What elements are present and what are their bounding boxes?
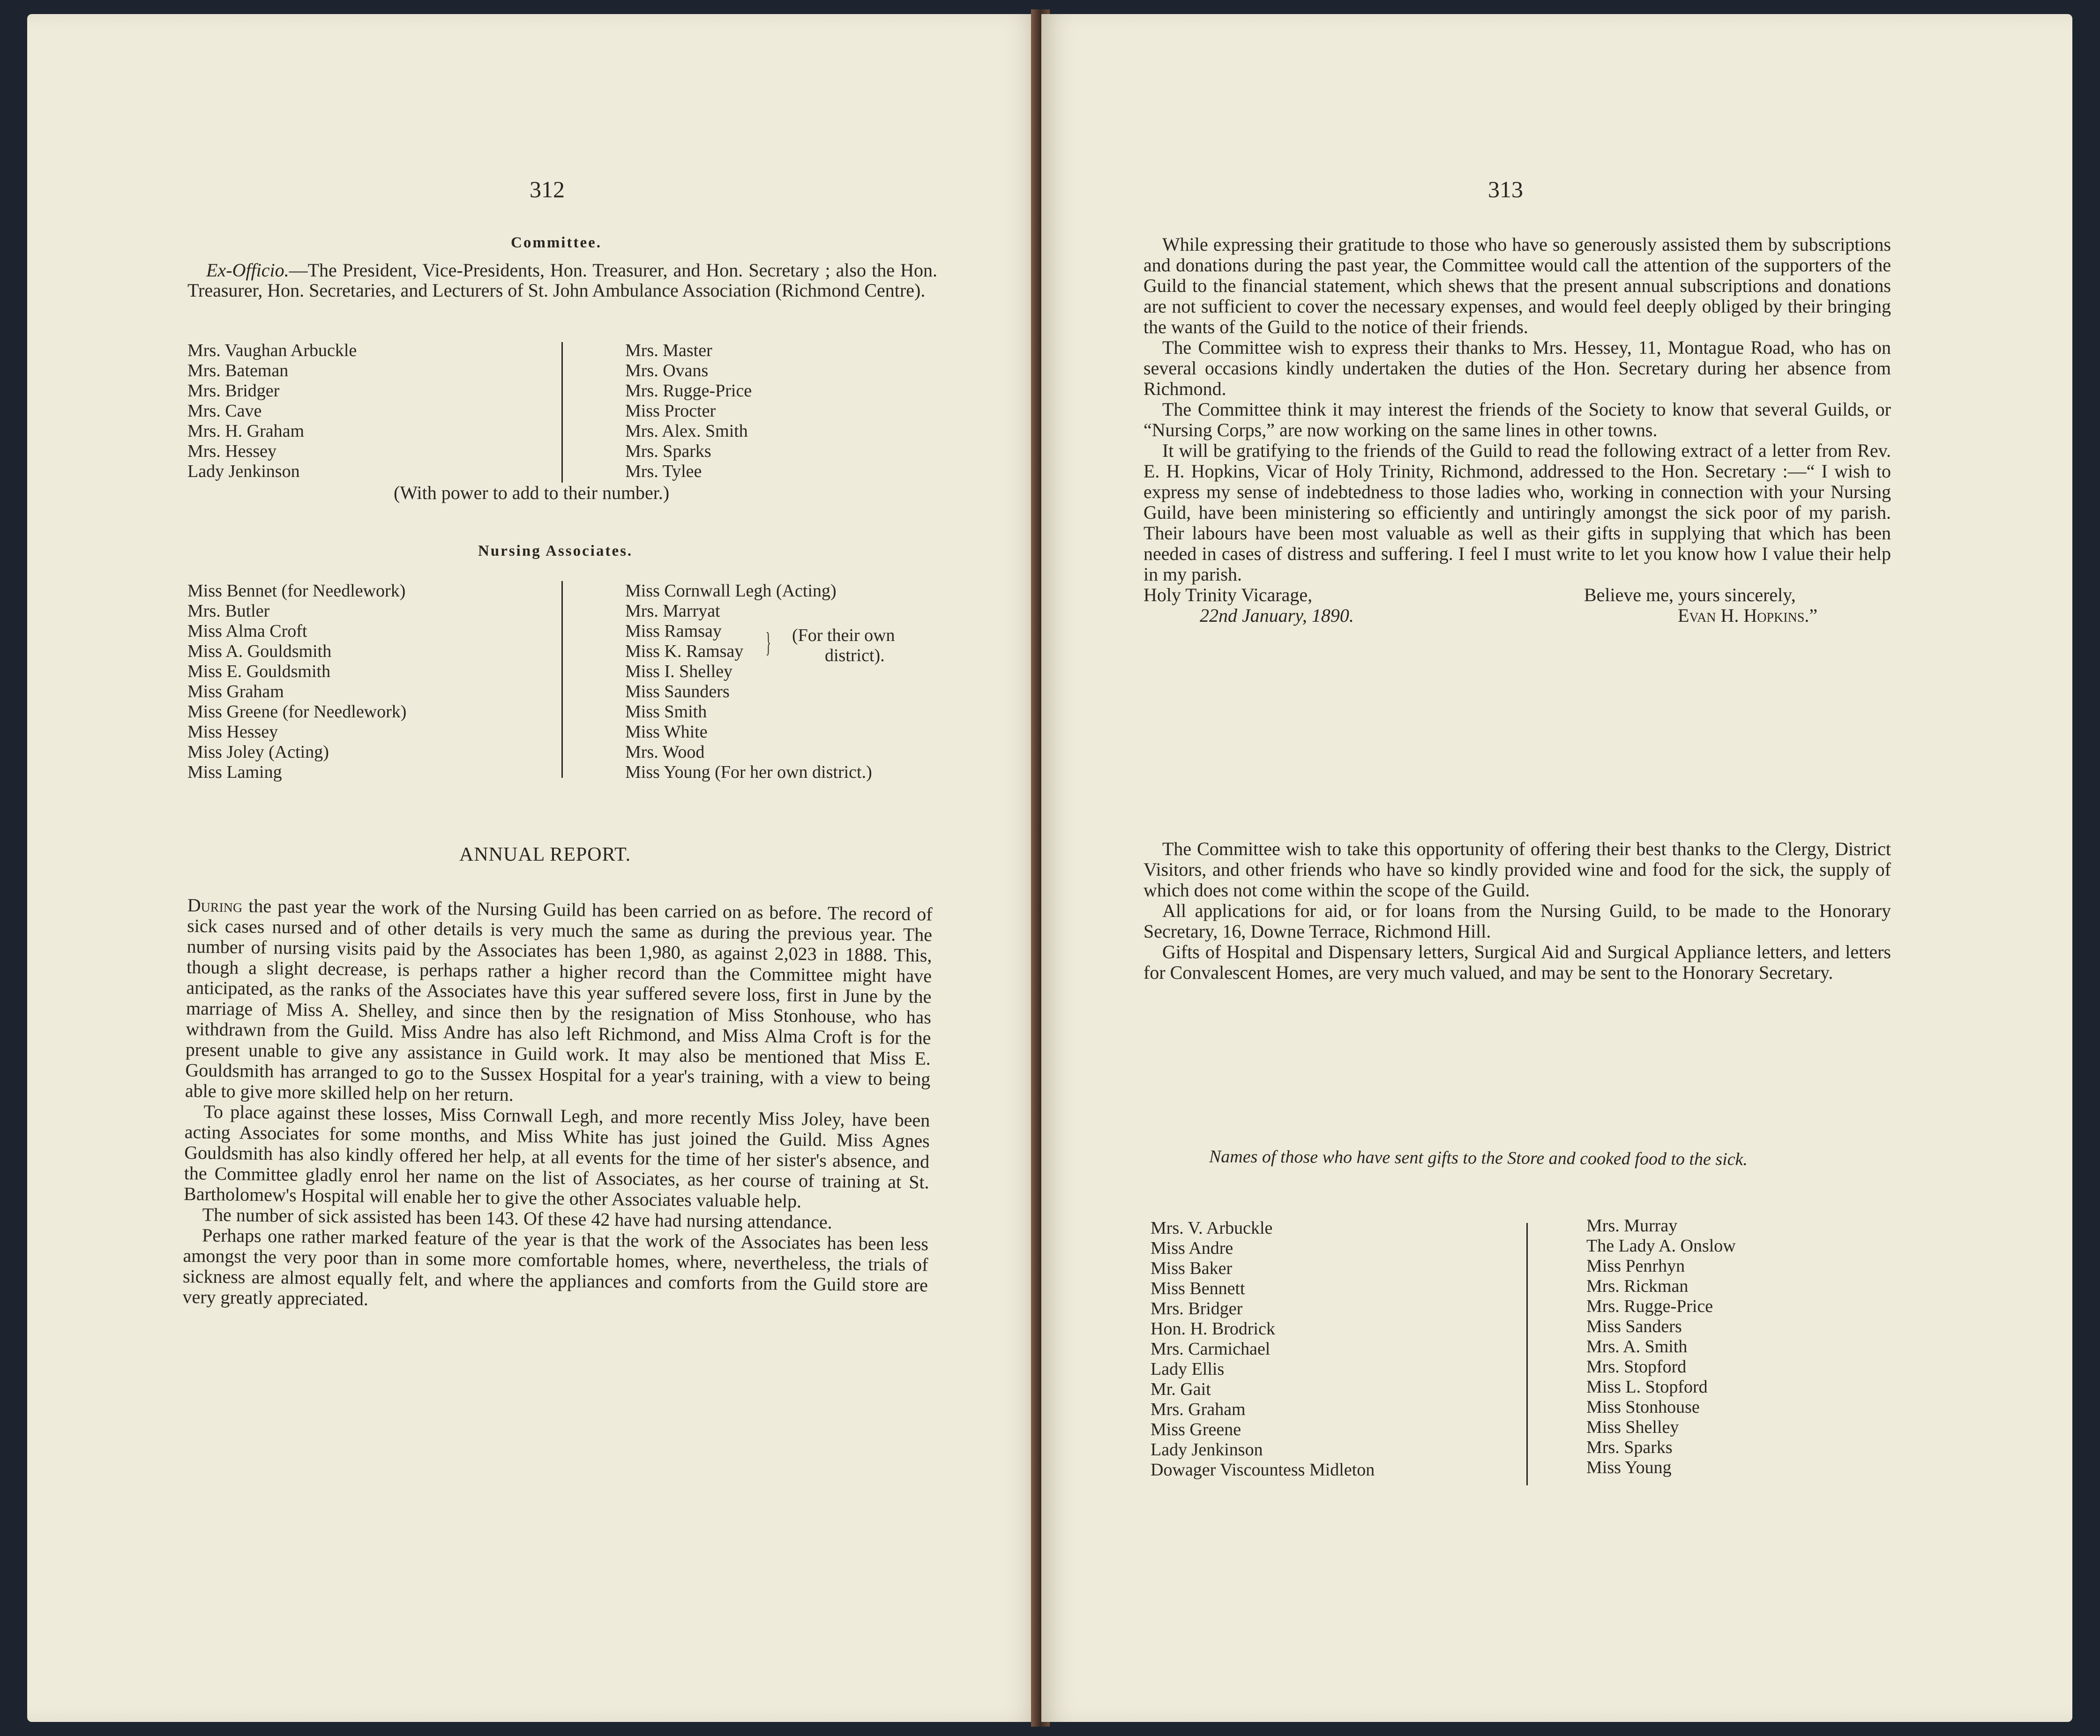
- donor-name: Miss Shelley: [1586, 1417, 1679, 1437]
- donor-name: Mrs. Stopford: [1586, 1357, 1687, 1377]
- donor-name: The Lady A. Onslow: [1586, 1236, 1736, 1256]
- donor-name: Mrs. Graham: [1151, 1400, 1246, 1419]
- committee-member: Mrs. Ovans: [625, 361, 709, 380]
- right-p7: Gifts of Hospital and Dispensary letters, Surgical Aid and Surgical Appliance letters, and letters for Convalescent Homes, are very much valued, and may be sent to the Honorary Secretary.: [1143, 941, 1891, 983]
- annual-report-p3: The number of sick assisted has been 143. Of these 42 have had nursing attendance.: [202, 1204, 832, 1233]
- donor-name: Mrs. Bridger: [1151, 1299, 1243, 1319]
- annual-report-p4: Perhaps one rather marked feature of the year is that the work of the Associates has been less amongst the very poor than in some more comfortable homes, where, nevertheless, the trials of sickness are almost equally felt, and where the appliances and comforts from the Guild store are very greatly appreciated.: [182, 1224, 929, 1310]
- donor-name: Mrs. V. Arbuckle: [1151, 1218, 1273, 1238]
- associate-name: Miss Cornwall Legh (Acting): [625, 581, 837, 601]
- donor-name: Mrs. Rugge-Price: [1586, 1296, 1713, 1316]
- associate-name: Miss I. Shelley: [625, 662, 733, 681]
- donor-name: Miss Young: [1586, 1458, 1672, 1477]
- annual-report-p1: the past year the work of the Nursing Guild has been carried on as before. The record of sick cases nursed and of other details is very much the same as during the previous year. The number of nursing visits paid by the Associates has been 1,980, as against 2,023 in 1888. This, though a slight decrease, is perhaps rather a higher record than the Committee might have anticipated, as the ranks of the Associates have this year suffered severe loss, first in June by the marriage of Miss A. Shelley, and since then by the resignation of Miss Stonhouse, who has withdrawn from the Guild. Miss Andre has also left Richmond, and Miss Alma Croft is for the present unable to give any assistance in Guild work. It may also be mentioned that Miss E. Gouldsmith has arranged to go to the Sussex Hospital for a year's training, with a view to being able to give more skilled help on her return.: [185, 895, 933, 1105]
- committee-member: Mrs. Vaughan Arbuckle: [187, 341, 357, 360]
- committee-member: Mrs. Master: [625, 341, 712, 360]
- donor-name: Miss Stonhouse: [1586, 1397, 1700, 1417]
- committee-member: Lady Jenkinson: [187, 462, 300, 481]
- gifts-divider: [1526, 1223, 1528, 1485]
- donor-name: Miss Bennett: [1151, 1279, 1245, 1298]
- donor-name: Lady Ellis: [1151, 1359, 1225, 1379]
- donor-name: Lady Jenkinson: [1151, 1440, 1263, 1460]
- associate-name: Miss Bennet (for Needlework): [187, 581, 406, 601]
- associate-name: Mrs. Butler: [187, 601, 270, 621]
- committee-member: Mrs. Cave: [187, 401, 262, 421]
- signature-name: Evan H. Hopkins.”: [1678, 605, 1818, 626]
- committee-heading: Committee.: [511, 234, 602, 251]
- donor-name: Mrs. Carmichael: [1151, 1339, 1270, 1359]
- annual-report-dropcap: During: [187, 894, 243, 916]
- donor-name: Dowager Viscountess Midleton: [1151, 1460, 1375, 1480]
- ramsay-brace: }: [765, 627, 771, 658]
- donor-name: Miss Greene: [1151, 1420, 1241, 1439]
- nursing-associates-heading: Nursing Associates.: [478, 543, 633, 559]
- committee-member: Miss Procter: [625, 401, 716, 421]
- annual-report-p2: To place against these losses, Miss Cornwall Legh, and more recently Miss Joley, have been acting Associates for some months, and Miss White has just joined the Guild. Miss Agnes Gouldsmith has also kindly offered her help, at all events for the time of her sister's absence, and the Committee gladly enrol her name on the list of Associates, as her course of training at St. Bartholomew's Hospital will enable her to give the other Associates valuable help.: [183, 1101, 930, 1212]
- right-p2: The Committee wish to express their thanks to Mrs. Hessey, 11, Montague Road, who has on several occasions kindly undertaken the duties of the Hon. Secretary during her absence from Richmond.: [1143, 337, 1891, 399]
- ramsay-note-line1: (For their own: [792, 626, 895, 645]
- donor-name: Miss Baker: [1151, 1259, 1233, 1278]
- ex-officio-text: —The President, Vice-Presidents, Hon. Treasurer, and Hon. Secretary ; also the Hon. Treasurer, Hon. Secretaries, and Lecturers of St. John Ambulance Association (Richmond Centre).: [187, 260, 937, 301]
- right-p5: The Committee wish to take this opportunity of offering their best thanks to the Clergy, District Visitors, and other friends who have so kindly provided wine and food for the sick, the supply of which does not come within the scope of the Guild.: [1143, 838, 1891, 901]
- associate-name: Miss Hessey: [187, 722, 278, 742]
- associate-name: Miss Greene (for Needlework): [187, 702, 407, 722]
- associate-name: Miss Graham: [187, 682, 284, 701]
- committee-member: Mrs. Bridger: [187, 381, 280, 401]
- associate-name: Mrs. Wood: [625, 742, 705, 762]
- committee-left-list: [187, 341, 357, 482]
- associate-name: Miss Joley (Acting): [187, 742, 329, 762]
- page-number-left: 312: [530, 176, 565, 202]
- associate-name: Mrs. Marryat: [625, 601, 720, 621]
- ex-officio-label: Ex-Officio.: [206, 260, 289, 281]
- committee-member: Mrs. Alex. Smith: [625, 421, 748, 441]
- page-number-right: 313: [1488, 176, 1523, 202]
- ramsay-note: [792, 626, 895, 666]
- donor-name: Hon. H. Brodrick: [1151, 1319, 1275, 1339]
- donor-name: Miss Penrhyn: [1586, 1256, 1685, 1276]
- ramsay-note-line2: district).: [825, 646, 885, 665]
- committee-member: Mrs. Hessey: [187, 441, 277, 461]
- signature-place: Holy Trinity Vicarage,: [1143, 584, 1313, 605]
- signature-date: 22nd January, 1890.: [1200, 605, 1354, 626]
- associate-name: Miss Smith: [625, 702, 707, 722]
- donor-name: Mrs. Sparks: [1586, 1438, 1673, 1457]
- signature-closing: Believe me, yours sincerely,: [1584, 584, 1796, 605]
- right-p1: While expressing their gratitude to those who have so generously assisted them by subscriptions and donations during the past year, the Committee would call the attention of the supporters of the Guild to the financial statement, which shews that the present annual subscriptions and donations are not sufficient to cover the necessary expenses, and would feel deeply obliged by their bringing the wants of the Guild to the notice of their friends.: [1143, 234, 1891, 337]
- associate-name: Miss Young (For her own district.): [625, 762, 872, 782]
- associates-left-list: [187, 581, 406, 782]
- gifts-heading: Names of those who have sent gifts to the Store and cooked food to the sick.: [1209, 1147, 1748, 1170]
- donor-name: Mrs. A. Smith: [1586, 1337, 1688, 1356]
- associate-name: Miss E. Gouldsmith: [187, 662, 331, 681]
- committee-power-note: (With power to add to their number.): [394, 482, 670, 503]
- associate-name: Miss Alma Croft: [187, 621, 307, 641]
- donor-name: Mrs. Rickman: [1586, 1276, 1689, 1296]
- associate-name: Miss A. Gouldsmith: [187, 641, 332, 661]
- right-p6: All applications for aid, or for loans from the Nursing Guild, to be made to the Honorary Secretary, 16, Downe Terrace, Richmond Hill.: [1143, 900, 1891, 942]
- donor-name: Miss Andre: [1151, 1238, 1233, 1258]
- associates-divider: [561, 581, 563, 778]
- associate-name: Miss Laming: [187, 762, 282, 782]
- right-p4: It will be gratifying to the friends of the Guild to read the following extract of a letter from Rev. E. H. Hopkins, Vicar of Holy Trinity, Richmond, addressed to the Hon. Secretary :—“ I wish to express my sense of indebtedness to those ladies who, working in connection with your Nursing Guild, have been ministering so efficiently and untiringly amongst the sick poor of my parish. Their labours have been most valuable as well as their gifts in supplying that which has been needed in cases of distress and suffering. I feel I must write to let you know how I value their help in my parish.: [1143, 440, 1891, 585]
- right-p3: The Committee think it may interest the friends of the Society to know that several Guilds, or “Nursing Corps,” are now working on the same lines in other towns.: [1143, 399, 1891, 440]
- letter-signature: [1143, 585, 1891, 627]
- right-body-bottom: [1143, 839, 1891, 983]
- gifts-left-list: [1151, 1218, 1375, 1480]
- associate-name: Miss Saunders: [625, 682, 730, 701]
- committee-member: Mrs. Bateman: [187, 361, 289, 380]
- committee-member: Mrs. Tylee: [625, 462, 702, 481]
- donor-name: Mr. Gait: [1151, 1379, 1211, 1399]
- associate-name: Miss K. Ramsay: [625, 641, 744, 661]
- right-body-top: [1143, 234, 1891, 627]
- donor-name: Miss Sanders: [1586, 1317, 1682, 1336]
- associate-name: Miss White: [625, 722, 708, 742]
- donor-name: Miss L. Stopford: [1586, 1377, 1708, 1397]
- annual-report-body: [182, 895, 933, 1316]
- committee-member: Mrs. H. Graham: [187, 421, 305, 441]
- associate-name: Miss Ramsay: [625, 621, 722, 641]
- donor-name: Mrs. Murray: [1586, 1216, 1678, 1236]
- annual-report-heading: ANNUAL REPORT.: [459, 844, 631, 865]
- ex-officio-paragraph: [187, 260, 937, 300]
- committee-right-list: [625, 341, 752, 482]
- associates-right-list: [625, 581, 872, 782]
- gifts-right-list: [1586, 1216, 1736, 1478]
- committee-member: Mrs. Sparks: [625, 441, 711, 461]
- committee-divider: [561, 342, 563, 483]
- committee-member: Mrs. Rugge-Price: [625, 381, 752, 401]
